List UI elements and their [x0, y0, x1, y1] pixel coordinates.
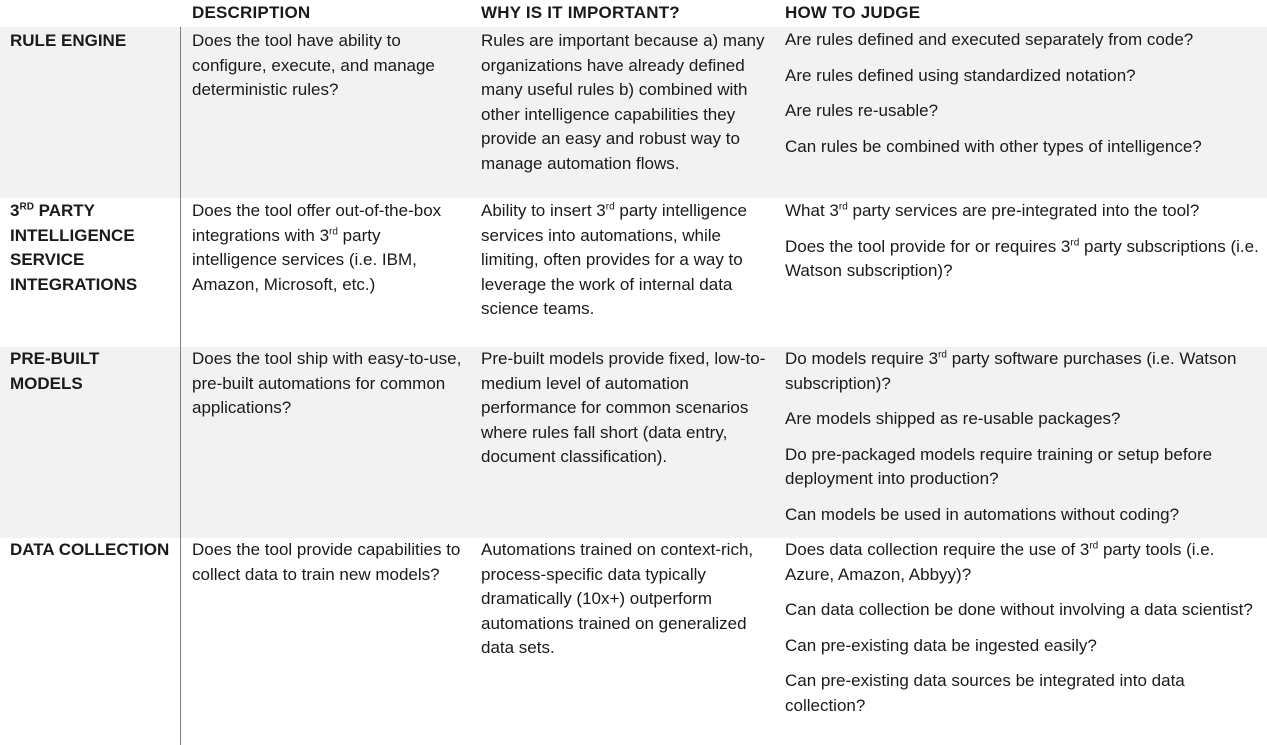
judge-question: Can pre-existing data sources be integrated into data collection?: [785, 671, 1185, 715]
row-label-line: SERVICE: [10, 250, 85, 269]
judge-question: Are rules defined and executed separately from code?: [785, 30, 1194, 49]
row-label-line: RULE ENGINE: [10, 31, 127, 50]
row-label-line: INTELLIGENCE: [10, 225, 135, 245]
judge-question: Are rules defined using standardized notation?: [785, 65, 1136, 85]
row-why-important: Ability to insert 3rd party intelligence services into automations, while limiting, often provides for a way to leverage the work of internal data science teams.: [481, 201, 747, 318]
row-why-important: Rules are important because a) many organizations have already defined many useful rules b) combined with other intelligence capabilities they provide an easy and robust way to manage automation flows.: [481, 31, 765, 173]
table-row: [0, 347, 1267, 538]
row-label-line: 3RD PARTY: [10, 201, 95, 220]
judge-question: Can rules be combined with other types of intelligence?: [785, 136, 1202, 156]
judge-question: Can models be used in automations without coding?: [785, 504, 1180, 524]
judge-question: Are rules re-usable?: [785, 101, 939, 120]
row-label: [10, 29, 126, 54]
row-label-line: MODELS: [10, 373, 83, 393]
judge-question: Do models require 3rd party software purchases (i.e. Watson subscription)?: [785, 349, 1237, 393]
table-row: [0, 27, 1267, 198]
row-how-to-judge: [785, 28, 1263, 170]
row-description: Does the tool offer out-of-the-box integrations with 3rd party intelligence services (i.e. IBM, Amazon, Microsoft, etc.): [192, 201, 442, 294]
row-why-important: Automations trained on context-rich, process-specific data typically dramatically (10x+) outperform automations trained on generalized data sets.: [481, 540, 754, 657]
row-description: Does the tool provide capabilities to collect data to train new models?: [192, 540, 461, 584]
header-why-important: WHY IS IT IMPORTANT?: [481, 3, 680, 22]
row-label: [10, 538, 169, 563]
judge-question: Can pre-existing data be ingested easily?: [785, 635, 1097, 655]
row-how-to-judge: [785, 538, 1263, 729]
judge-question: Does the tool provide for or requires 3rd party subscriptions (i.e. Watson subscription)?: [785, 236, 1259, 280]
judge-question: Do pre-packaged models require training or setup before deployment into production?: [785, 444, 1213, 488]
row-how-to-judge: [785, 199, 1263, 295]
row-label: [10, 347, 99, 396]
row-label-line: DATA COLLECTION: [10, 540, 170, 559]
column-divider: [180, 27, 181, 745]
judge-question: What 3rd party services are pre-integrated into the tool?: [785, 201, 1200, 220]
judge-question: Can data collection be done without involving a data scientist?: [785, 600, 1253, 619]
header-how-to-judge: HOW TO JUDGE: [785, 3, 921, 22]
row-description: Does the tool have ability to configure, execute, and manage deterministic rules?: [192, 31, 435, 99]
row-description: Does the tool ship with easy-to-use, pre-built automations for common applications?: [192, 349, 462, 417]
row-label-line: INTEGRATIONS: [10, 274, 138, 294]
table-row: [0, 198, 1267, 347]
header-description: DESCRIPTION: [192, 3, 311, 22]
judge-question: Are models shipped as re-usable packages?: [785, 409, 1121, 428]
row-label-line: PRE-BUILT: [10, 349, 100, 368]
table-row: [0, 538, 1267, 745]
row-how-to-judge: [785, 347, 1263, 538]
judge-question: Does data collection require the use of 3rd party tools (i.e. Azure, Amazon, Abbyy)?: [785, 540, 1215, 584]
row-label: [10, 199, 137, 297]
table-header: [0, 0, 1267, 27]
row-why-important: Pre-built models provide fixed, low-to-medium level of automation performance for common scenarios where rules fall short (data entry, document classification).: [481, 349, 766, 466]
